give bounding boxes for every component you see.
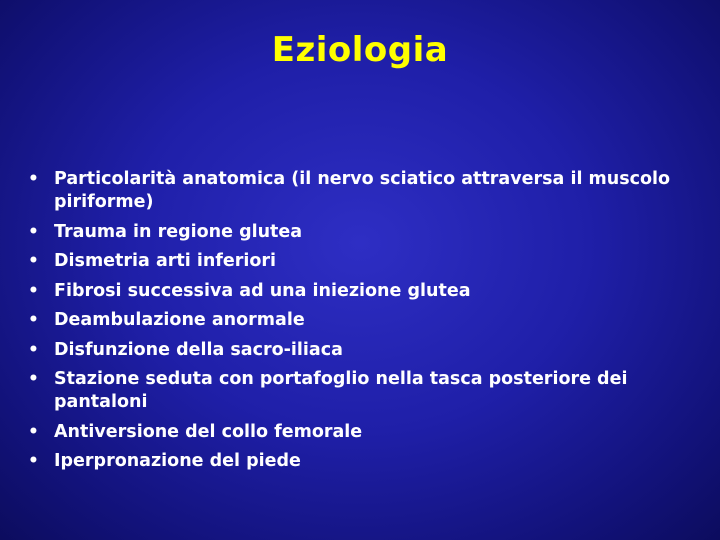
list-item: [28, 339, 708, 362]
bullet-list: [28, 168, 708, 480]
bullet-text: Stazione seduta con portafoglio nella tasca posteriore dei pantaloni: [54, 369, 628, 412]
list-item: [28, 450, 708, 473]
list-item: [28, 221, 708, 244]
bullet-text: Fibrosi successiva ad una iniezione glutea: [54, 280, 471, 301]
list-item: [28, 421, 708, 444]
list-item: [28, 368, 708, 414]
bullet-icon: •: [28, 369, 39, 389]
bullet-icon: •: [28, 221, 39, 242]
bullet-icon: •: [28, 280, 39, 301]
bullet-icon: •: [28, 310, 39, 330]
list-item: [28, 250, 708, 273]
list-item: [28, 280, 708, 303]
bullet-icon: •: [28, 339, 39, 360]
bullet-icon: •: [28, 421, 39, 442]
bullet-icon: •: [28, 251, 39, 271]
bullet-text: Disfunzione della sacro-iliaca: [54, 339, 343, 360]
bullet-text: Iperpronazione del piede: [54, 451, 301, 471]
bullet-text: Trauma in regione glutea: [54, 221, 303, 242]
list-item: [28, 309, 708, 332]
bullet-icon: •: [28, 169, 39, 189]
list-item: [28, 168, 708, 214]
bullet-icon: •: [28, 451, 39, 471]
bullet-text: Dismetria arti inferiori: [54, 251, 277, 271]
slide-title: Eziologia: [271, 30, 449, 70]
bullet-text: Antiversione del collo femorale: [54, 421, 363, 442]
bullet-text: Deambulazione anormale: [54, 310, 305, 330]
bullet-text: Particolarità anatomica (il nervo sciatico attraversa il muscolo piriforme): [54, 169, 671, 212]
